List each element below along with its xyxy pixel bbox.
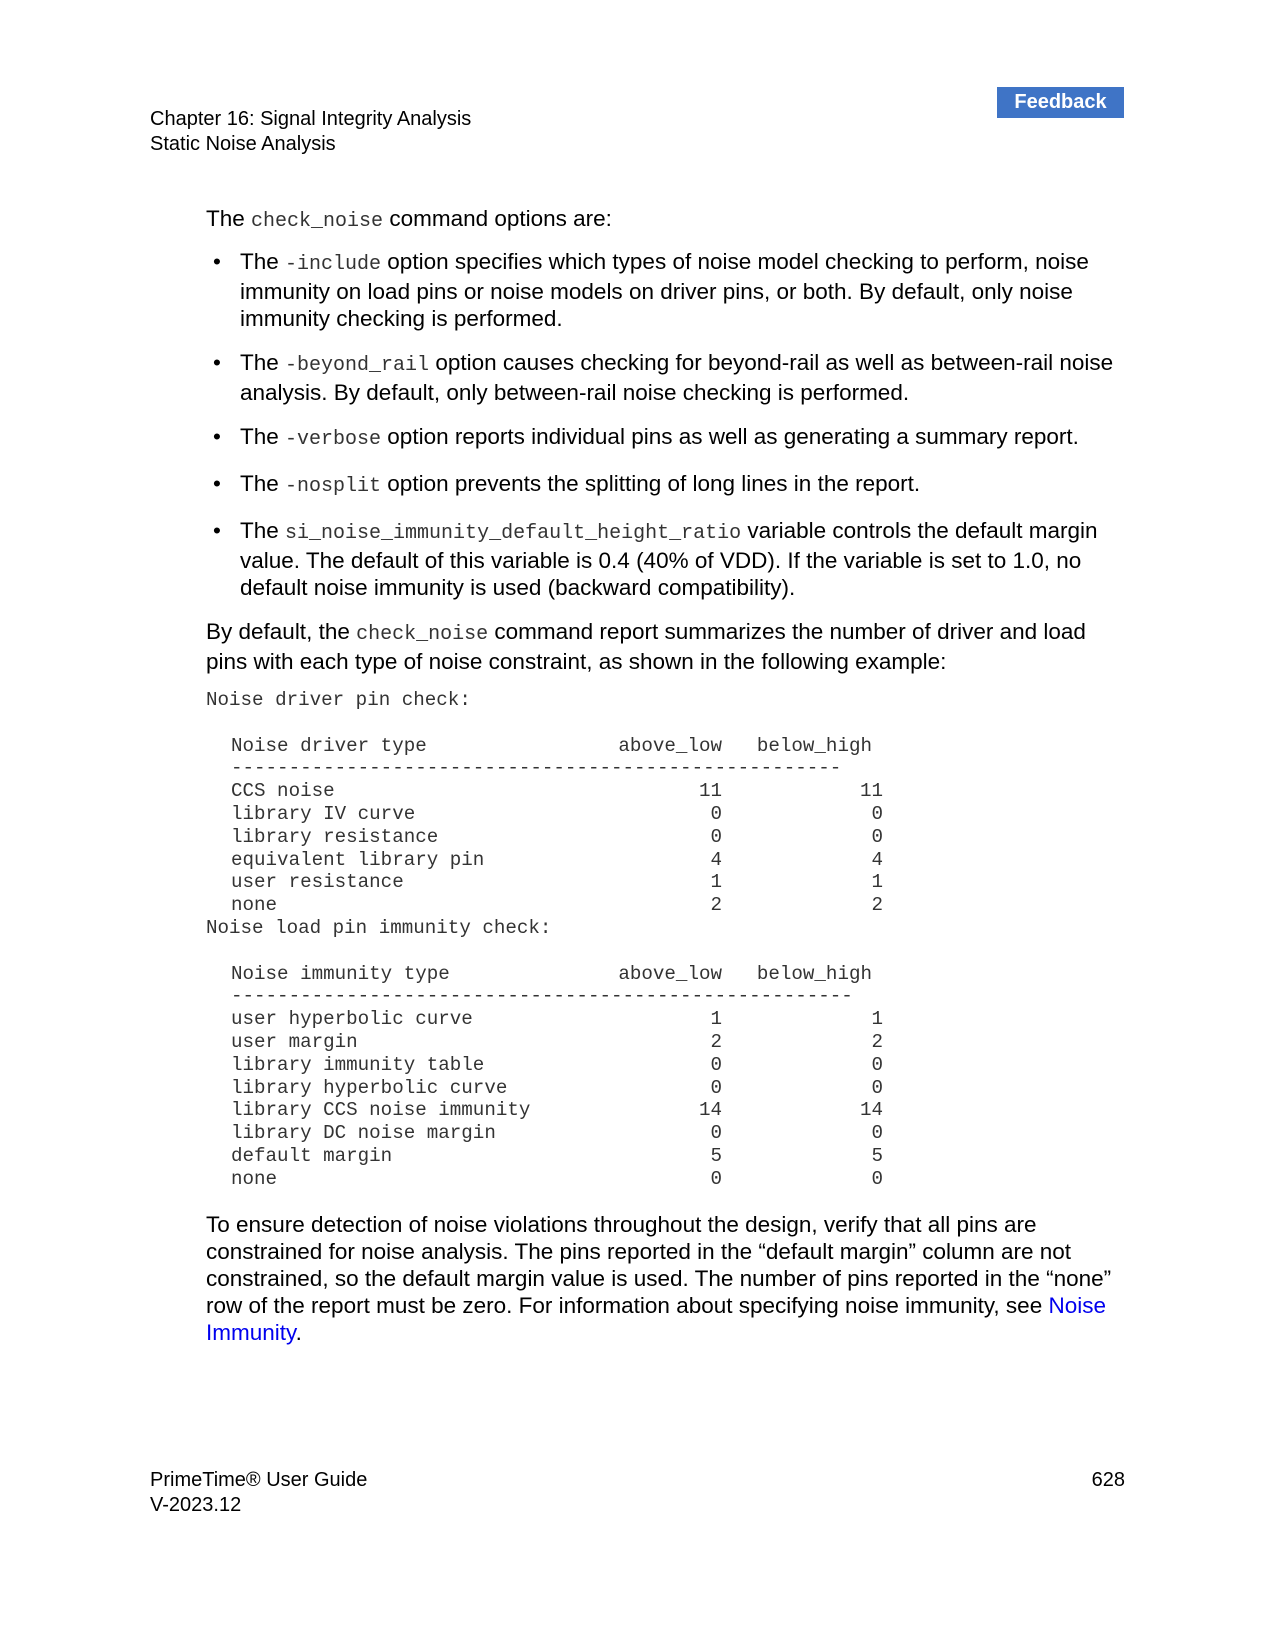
table-row: user margin 2 2 — [231, 1030, 883, 1053]
table-rule: ----------------------------------------------------- — [231, 757, 842, 780]
command-name: check_noise — [356, 623, 489, 646]
page-number: 628 — [1091, 1469, 1125, 1491]
option-code: -verbose — [285, 428, 382, 451]
driver-table — [231, 735, 1126, 917]
summary-paragraph: By default, the check_noise command report summarizes the number of driver and load pins with each type of noise constraint, as shown in the following example: — [206, 619, 1086, 674]
table-header: Noise immunity type above_low below_high — [231, 962, 872, 985]
table-row: default margin 5 5 — [231, 1144, 883, 1167]
driver-check-title: Noise driver pin check: — [206, 689, 471, 711]
table-header: Noise driver type above_low below_high — [231, 734, 872, 757]
option-code: -beyond_rail — [285, 354, 430, 377]
table-row: library hyperbolic curve 0 0 — [231, 1076, 883, 1099]
list-item: • The -beyond_rail option causes checking for beyond-rail as well as between-rail noise analysis. By default, only between-rail noise checking is performed. — [206, 349, 1126, 406]
table-row: user resistance 1 1 — [231, 871, 883, 894]
table-row: none 2 2 — [231, 894, 883, 917]
load-table — [231, 963, 1126, 1191]
page-header — [150, 107, 471, 157]
table-row: library resistance 0 0 — [231, 825, 883, 848]
section-title: Static Noise Analysis — [150, 133, 336, 155]
table-row: equivalent library pin 4 4 — [231, 848, 883, 871]
chapter-title: Chapter 16: Signal Integrity Analysis — [150, 108, 472, 130]
list-item: • The -verbose option reports individual pins as well as generating a summary report. — [206, 423, 1126, 453]
table-row: CCS noise 11 11 — [231, 780, 883, 803]
table-row: library CCS noise immunity 14 14 — [231, 1099, 883, 1122]
load-check-title: Noise load pin immunity check: — [206, 916, 552, 939]
intro-paragraph: The check_noise command options are: — [206, 206, 612, 233]
product-name: PrimeTime® User Guide — [150, 1469, 368, 1491]
list-item: • The si_noise_immunity_default_height_ratio variable controls the default margin value. The default of this variable is 0.4 (40% of VDD). If the variable is set to 1.0, no default noise immunity is used (backward compatibility). — [206, 517, 1126, 601]
noise-report — [206, 689, 1126, 1191]
table-row: library immunity table 0 0 — [231, 1053, 883, 1076]
option-code: si_noise_immunity_default_height_ratio — [285, 522, 742, 545]
page-content — [206, 205, 1126, 1346]
command-name: check_noise — [251, 210, 384, 233]
table-row: user hyperbolic curve 1 1 — [231, 1008, 883, 1031]
table-rule: ------------------------------------------------------ — [231, 985, 853, 1008]
option-code: -include — [285, 253, 382, 276]
table-row: library IV curve 0 0 — [231, 802, 883, 825]
options-list — [206, 248, 1126, 601]
product-version: V-2023.12 — [150, 1494, 242, 1516]
closing-paragraph: To ensure detection of noise violations throughout the design, verify that all pins are constrained for noise analysis. The pins reported in the “default margin” column are not constrained, so the default margin value is used. The number of pins reported in the “none” row of the report must be zero. For information about specifying noise immunity, see Noise Immunity. — [206, 1211, 1112, 1345]
list-item: • The -include option specifies which types of noise model checking to perform, noise immunity on load pins or noise models on driver pins, or both. By default, only noise immunity checking is performed. — [206, 248, 1126, 332]
table-row: library DC noise margin 0 0 — [231, 1122, 883, 1145]
table-row: none 0 0 — [231, 1167, 883, 1190]
feedback-button[interactable]: Feedback — [997, 87, 1124, 118]
list-item: • The -nosplit option prevents the splitting of long lines in the report. — [206, 470, 1126, 500]
noise-immunity-link[interactable]: Noise Immunity — [206, 1292, 1106, 1345]
option-code: -nosplit — [285, 475, 382, 498]
page-footer — [150, 1468, 367, 1518]
